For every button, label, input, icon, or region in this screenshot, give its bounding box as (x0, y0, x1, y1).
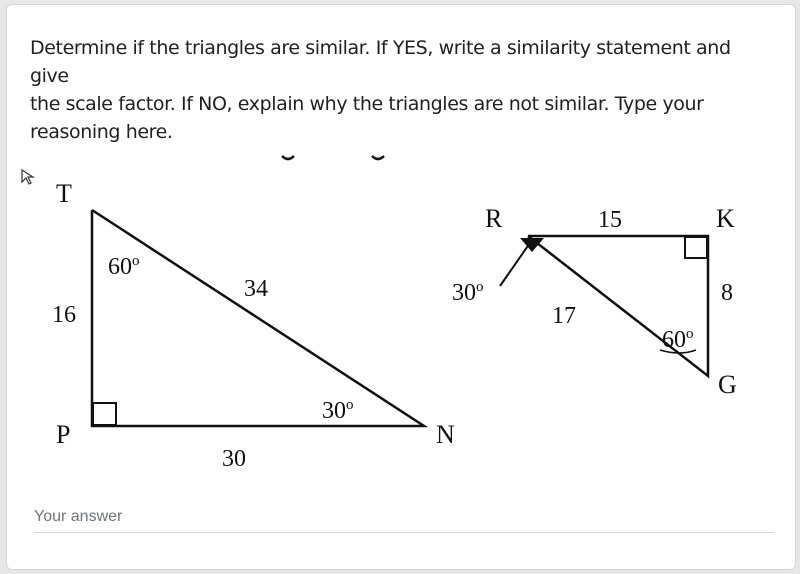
angle-label-T: 60$^o$ (108, 253, 140, 280)
angle-label-G: 60$^o$ (662, 326, 694, 353)
vertex-label-K: K (716, 204, 735, 233)
mark-2 (372, 156, 384, 159)
question-line-2: the scale factor. If NO, explain why the triangles are not similar. Type your (30, 93, 704, 115)
answer-input[interactable]: Your answer (34, 508, 123, 525)
side-label-RG: 17 (552, 303, 576, 329)
answer-underline (34, 532, 774, 533)
side-label-RK: 15 (598, 207, 622, 233)
vertex-label-T: T (56, 179, 72, 208)
right-angle-mark-P (93, 403, 116, 425)
vertex-label-P: P (56, 420, 71, 449)
triangle-TPN (52, 179, 455, 472)
side-label-TN: 34 (244, 276, 268, 302)
side-label-PN: 30 (222, 446, 246, 472)
question-line-3: reasoning here. (30, 121, 173, 143)
mark-1 (282, 156, 294, 159)
triangle-TPN-edges (92, 210, 424, 426)
question-line-1: Determine if the triangles are similar. If YES, write a similarity statement and give (30, 37, 731, 87)
side-label-KG: 8 (721, 280, 733, 306)
angle-label-N: 30$^o$ (322, 397, 354, 424)
angle-pointer-line (500, 240, 532, 286)
vertex-label-R: R (485, 204, 503, 233)
side-label-TP: 16 (52, 302, 76, 328)
right-angle-mark-K (685, 237, 707, 258)
angle-label-R: 30$^o$ (452, 279, 484, 306)
triangle-RKG (452, 204, 737, 399)
vertex-label-N: N (436, 420, 455, 449)
vertex-label-G: G (718, 370, 737, 399)
